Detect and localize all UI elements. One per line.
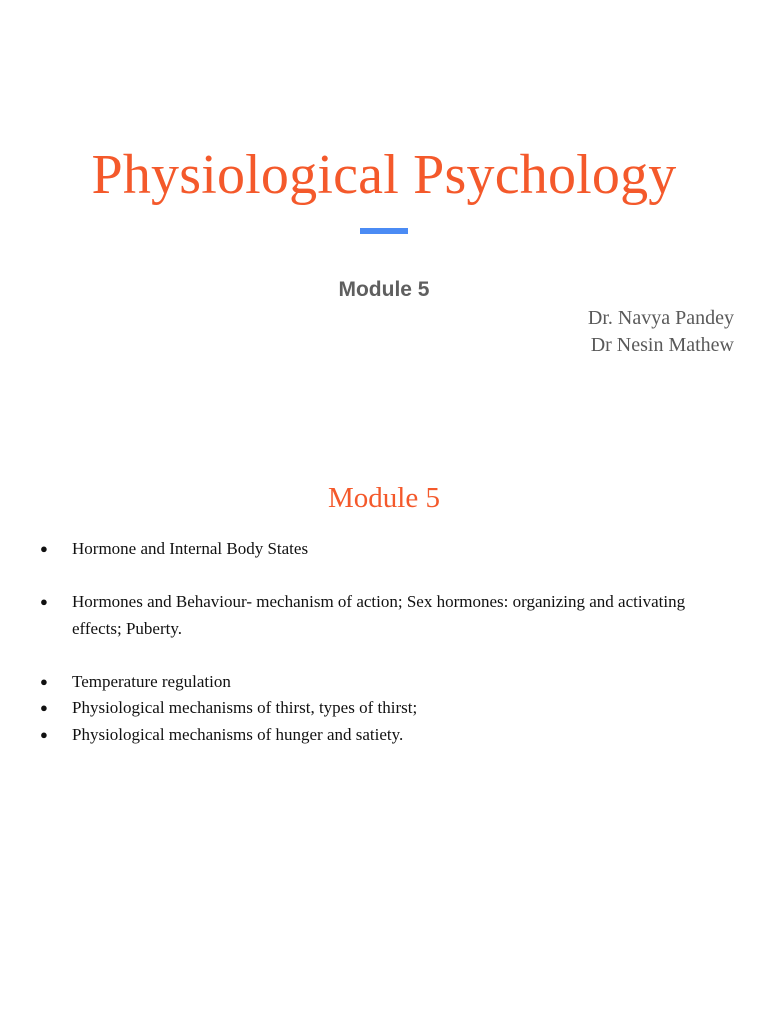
list-item-text: Physiological mechanisms of thirst, types of thirst;	[72, 698, 418, 717]
bullet-icon: ●	[40, 594, 48, 609]
bullet-icon: ●	[40, 726, 48, 742]
list-item-text: Hormone and Internal Body States	[72, 539, 309, 558]
list-item	[40, 589, 730, 642]
bullet-icon: ●	[40, 700, 48, 715]
list-item-text: Hormones and Behaviour- mechanism of action; Sex hormones: organizing and activating effects; Puberty.	[72, 592, 686, 638]
title-accent-bar	[360, 228, 408, 234]
list-item-text: Temperature regulation	[72, 671, 231, 691]
bullet-icon: ●	[40, 673, 48, 689]
author-name: Dr Nesin Mathew	[590, 334, 734, 356]
list-item	[40, 695, 730, 722]
author-name: Dr. Navya Pandey	[587, 307, 734, 329]
author-block	[588, 305, 734, 359]
document-subtitle: Module 5	[338, 278, 430, 301]
document-title: Physiological Psychology	[91, 144, 677, 206]
topic-list	[40, 536, 730, 748]
list-item	[40, 669, 730, 696]
list-item	[40, 536, 730, 563]
section-heading: Module 5	[328, 482, 440, 514]
list-item	[40, 722, 730, 749]
bullet-icon: ●	[40, 541, 48, 556]
list-item-text: Physiological mechanisms of hunger and satiety.	[72, 724, 404, 744]
